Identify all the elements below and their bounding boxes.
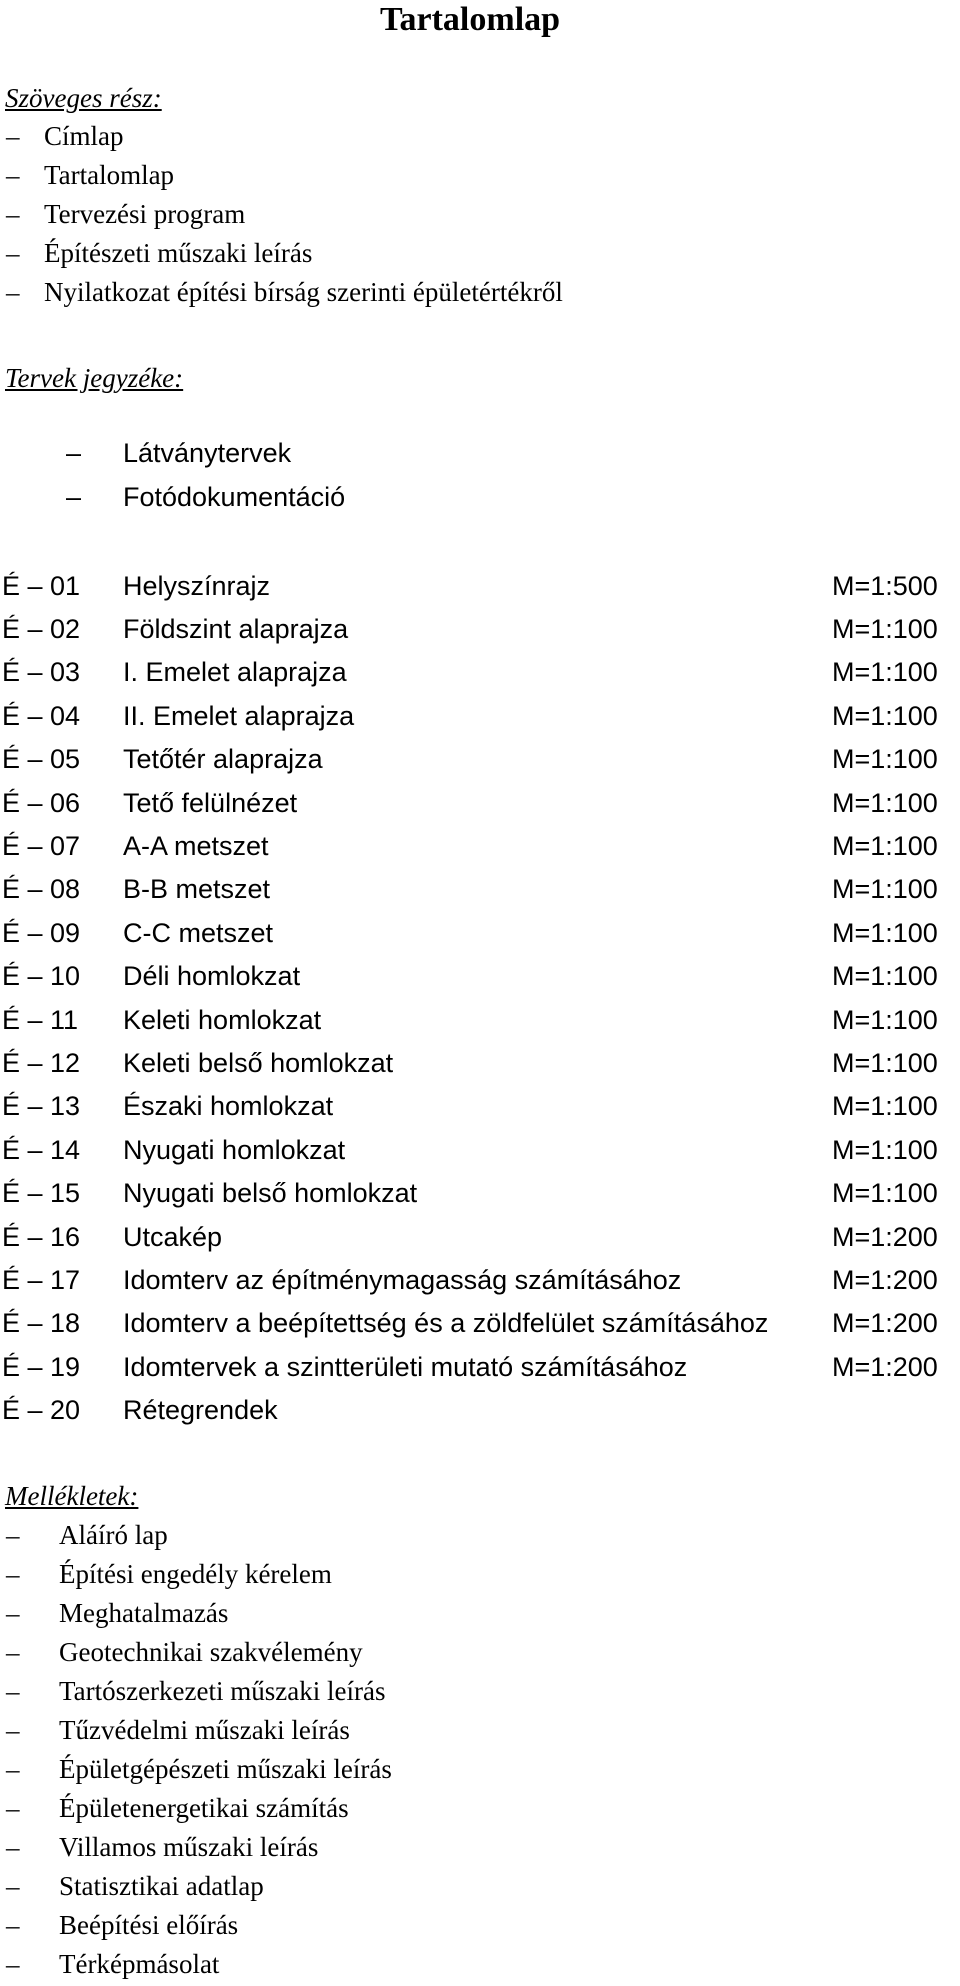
plan-scale: M=1:100 xyxy=(832,657,938,687)
list-item-label: Építési engedély kérelem xyxy=(59,1559,332,1589)
plan-scale: M=1:100 xyxy=(832,1005,938,1035)
list-item-label: Nyilatkozat építési bírság szerinti épületértékről xyxy=(44,277,563,307)
list-item-label: Tűzvédelmi műszaki leírás xyxy=(59,1715,350,1745)
plan-row xyxy=(0,1303,960,1343)
plan-code: É – 14 xyxy=(2,1135,81,1165)
plan-name: I. Emelet alaprajza xyxy=(123,657,347,687)
list-item-label: Épületgépészeti műszaki leírás xyxy=(59,1754,392,1784)
list-item-label: Térképmásolat xyxy=(59,1949,220,1979)
dash-bullet: – xyxy=(66,438,82,468)
plan-name: A-A metszet xyxy=(123,831,269,861)
dash-bullet: – xyxy=(6,1559,20,1589)
plan-row xyxy=(0,783,960,823)
plan-name: Idomterv az építménymagasság számításához xyxy=(123,1265,682,1295)
plan-scale: M=1:100 xyxy=(832,961,938,991)
plan-code: É – 15 xyxy=(2,1178,81,1208)
plan-row xyxy=(0,826,960,866)
plan-code: É – 20 xyxy=(2,1395,81,1425)
plan-scale: M=1:100 xyxy=(832,744,938,774)
plan-scale: M=1:100 xyxy=(832,614,938,644)
plan-scale: M=1:100 xyxy=(832,874,938,904)
list-item-label: Statisztikai adatlap xyxy=(59,1871,264,1901)
plan-code: É – 12 xyxy=(2,1048,81,1078)
plan-code: É – 01 xyxy=(2,571,81,601)
plan-scale: M=1:200 xyxy=(832,1265,938,1295)
plan-row xyxy=(0,739,960,779)
plan-name: Déli homlokzat xyxy=(123,961,301,991)
plan-row xyxy=(0,1086,960,1126)
plan-code: É – 03 xyxy=(2,657,81,687)
dash-bullet: – xyxy=(6,1676,20,1706)
dash-bullet: – xyxy=(6,121,20,151)
list-item-label: Aláíró lap xyxy=(59,1520,168,1550)
dash-bullet: – xyxy=(6,1949,20,1979)
dash-bullet: – xyxy=(6,1598,20,1628)
dash-bullet: – xyxy=(6,1832,20,1862)
plan-name: II. Emelet alaprajza xyxy=(123,701,355,731)
plan-row xyxy=(0,869,960,909)
plan-row xyxy=(0,1390,960,1430)
plan-name: Keleti homlokzat xyxy=(123,1005,322,1035)
plan-row xyxy=(0,696,960,736)
plan-code: É – 13 xyxy=(2,1091,81,1121)
plan-code: É – 09 xyxy=(2,918,81,948)
plan-code: É – 19 xyxy=(2,1352,81,1382)
plan-name: Idomtervek a szintterületi mutató számításához xyxy=(123,1352,688,1382)
plan-row xyxy=(0,1130,960,1170)
plan-code: É – 07 xyxy=(2,831,81,861)
plan-code: É – 05 xyxy=(2,744,81,774)
plan-scale: M=1:100 xyxy=(832,918,938,948)
plan-name: Keleti belső homlokzat xyxy=(123,1048,394,1078)
plan-row xyxy=(0,913,960,953)
list-item-label: Fotódokumentáció xyxy=(123,482,346,512)
plan-row xyxy=(0,1347,960,1387)
plan-row xyxy=(0,652,960,692)
text-section-heading: Szöveges rész: xyxy=(5,83,162,113)
list-item-label: Címlap xyxy=(44,121,124,151)
dash-bullet: – xyxy=(6,1637,20,1667)
plan-scale: M=1:200 xyxy=(832,1308,938,1338)
plan-name: Nyugati belső homlokzat xyxy=(123,1178,418,1208)
plan-name: Tetőtér alaprajza xyxy=(123,744,323,774)
plan-code: É – 17 xyxy=(2,1265,81,1295)
plan-name: Idomterv a beépítettség és a zöldfelület számításához xyxy=(123,1308,769,1338)
page-title: Tartalomlap xyxy=(379,1,561,38)
dash-bullet: – xyxy=(6,1520,20,1550)
list-item-label: Beépítési előírás xyxy=(59,1910,239,1940)
plan-name: B-B metszet xyxy=(123,874,271,904)
plan-code: É – 16 xyxy=(2,1222,81,1252)
dash-bullet: – xyxy=(6,1871,20,1901)
plan-code: É – 02 xyxy=(2,614,81,644)
plan-scale: M=1:500 xyxy=(832,571,938,601)
list-item-label: Építészeti műszaki leírás xyxy=(44,238,313,268)
plan-scale: M=1:100 xyxy=(832,831,938,861)
plan-code: É – 10 xyxy=(2,961,81,991)
plan-scale: M=1:100 xyxy=(832,1091,938,1121)
plan-scale: M=1:200 xyxy=(832,1352,938,1382)
plan-row xyxy=(0,566,960,606)
plan-name: Nyugati homlokzat xyxy=(123,1135,346,1165)
plan-row xyxy=(0,1217,960,1257)
plan-scale: M=1:100 xyxy=(832,788,938,818)
attachments-section-heading: Mellékletek: xyxy=(5,1481,139,1511)
plan-row xyxy=(0,609,960,649)
list-item-label: Villamos műszaki leírás xyxy=(59,1832,319,1862)
plan-scale: M=1:100 xyxy=(832,1178,938,1208)
plan-row xyxy=(0,1000,960,1040)
dash-bullet: – xyxy=(6,1793,20,1823)
dash-bullet: – xyxy=(66,482,82,512)
dash-bullet: – xyxy=(6,277,20,307)
plan-code: É – 06 xyxy=(2,788,81,818)
list-item-label: Geotechnikai szakvélemény xyxy=(59,1637,363,1667)
list-item-label: Tartalomlap xyxy=(44,160,175,190)
plan-name: C-C metszet xyxy=(123,918,274,948)
list-item-label: Meghatalmazás xyxy=(59,1598,229,1628)
dash-bullet: – xyxy=(6,1910,20,1940)
dash-bullet: – xyxy=(6,160,20,190)
plan-code: É – 04 xyxy=(2,701,81,731)
plan-scale: M=1:200 xyxy=(832,1222,938,1252)
plan-name: Rétegrendek xyxy=(123,1395,278,1425)
plans-section-heading: Tervek jegyzéke: xyxy=(5,363,184,393)
list-item-label: Látványtervek xyxy=(123,438,292,468)
list-item-label: Épületenergetikai számítás xyxy=(59,1793,349,1823)
plan-scale: M=1:100 xyxy=(832,701,938,731)
plan-row xyxy=(0,1173,960,1213)
plan-row xyxy=(0,1043,960,1083)
plan-code: É – 18 xyxy=(2,1308,81,1338)
dash-bullet: – xyxy=(6,199,20,229)
dash-bullet: – xyxy=(6,1715,20,1745)
plan-name: Helyszínrajz xyxy=(123,571,271,601)
plan-row xyxy=(0,956,960,996)
plan-row xyxy=(0,1260,960,1300)
plan-name: Északi homlokzat xyxy=(123,1091,334,1121)
plan-name: Tető felülnézet xyxy=(123,788,298,818)
plan-scale: M=1:100 xyxy=(832,1135,938,1165)
list-item-label: Tervezési program xyxy=(44,199,246,229)
plan-name: Földszint alaprajza xyxy=(123,614,349,644)
dash-bullet: – xyxy=(6,238,20,268)
list-item-label: Tartószerkezeti műszaki leírás xyxy=(59,1676,386,1706)
plan-code: É – 11 xyxy=(2,1005,79,1035)
plan-code: É – 08 xyxy=(2,874,81,904)
plan-name: Utcakép xyxy=(123,1222,223,1252)
plan-scale: M=1:100 xyxy=(832,1048,938,1078)
dash-bullet: – xyxy=(6,1754,20,1784)
